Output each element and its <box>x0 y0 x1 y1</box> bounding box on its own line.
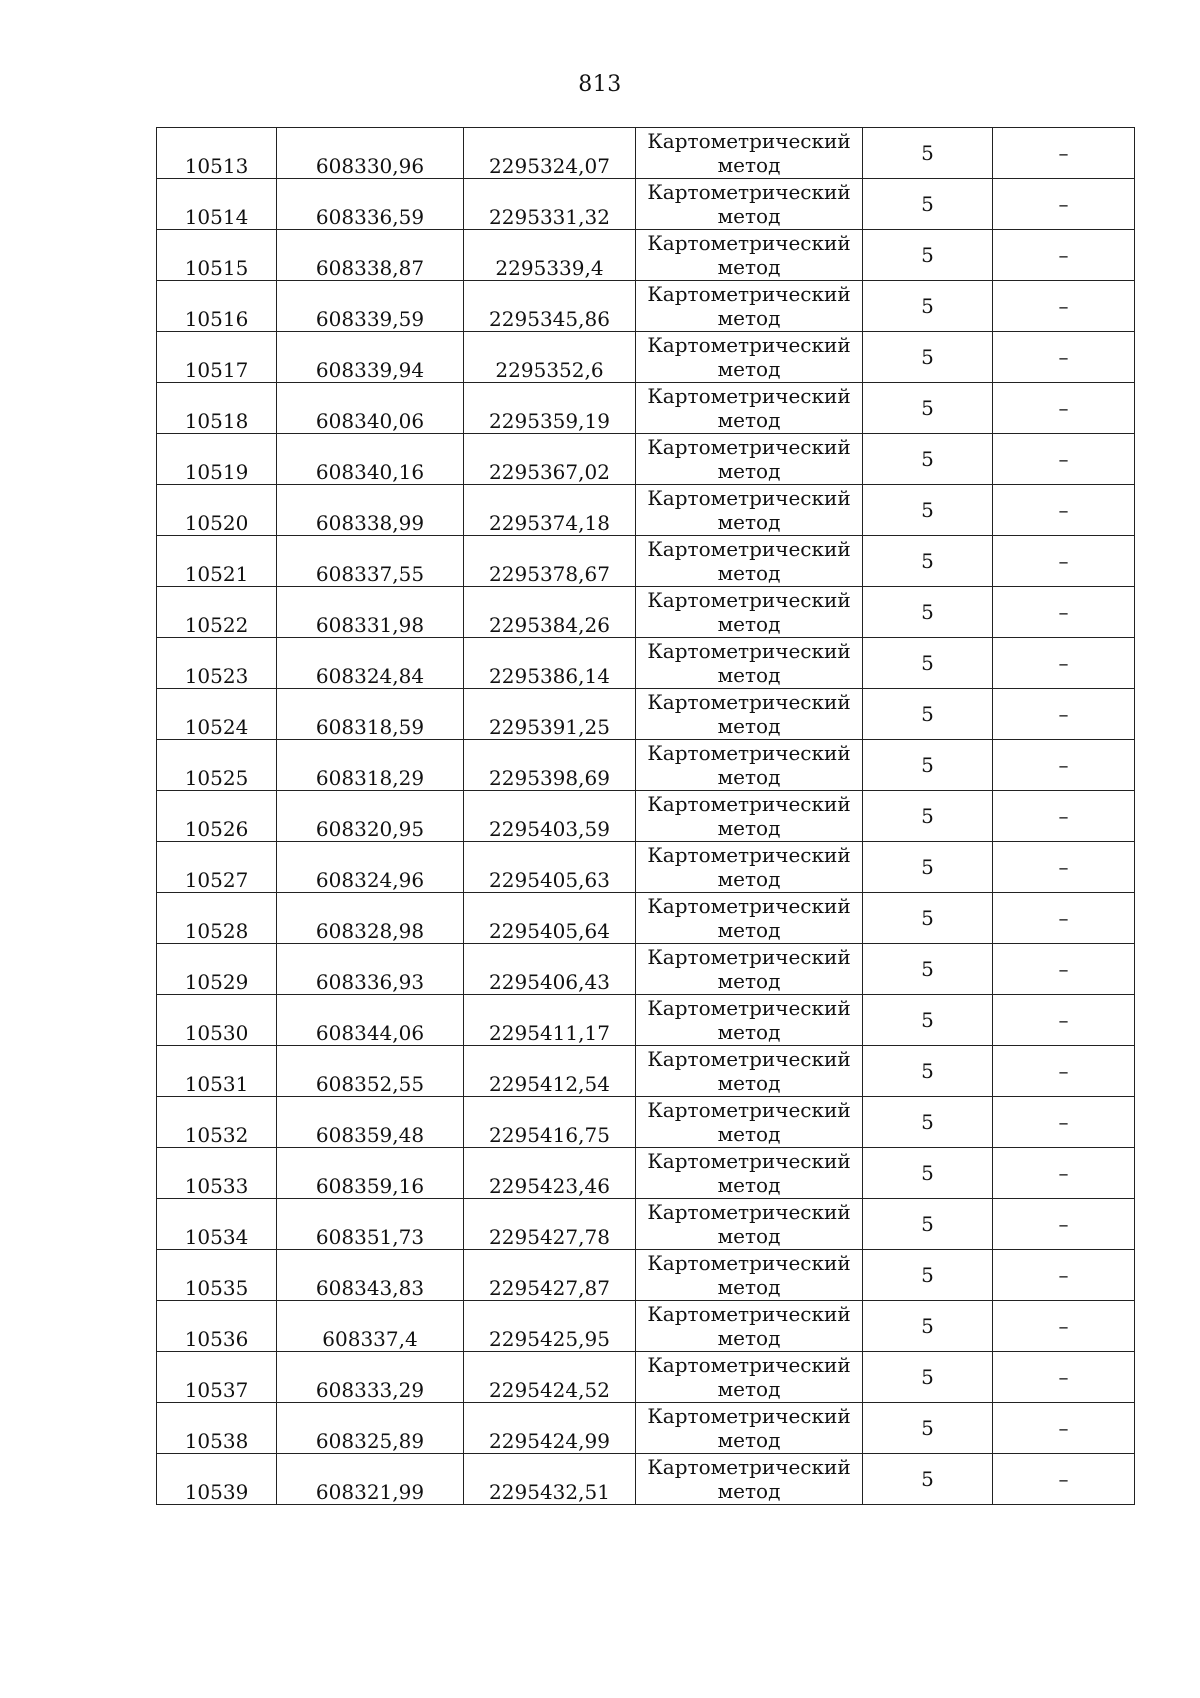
note-cell: – <box>993 434 1135 485</box>
method-line1: Картометрический <box>647 231 851 255</box>
method-line2: метод <box>717 714 781 738</box>
table-row <box>157 638 1135 689</box>
y-coordinate-cell: 2295423,46 <box>464 1148 636 1199</box>
x-coordinate-cell: 608336,59 <box>277 179 464 230</box>
note-cell: – <box>993 587 1135 638</box>
method-cell <box>636 383 863 434</box>
method-line1: Картометрический <box>647 384 851 408</box>
precision-cell: 5 <box>863 1403 993 1454</box>
table-row <box>157 1250 1135 1301</box>
x-coordinate-cell: 608359,48 <box>277 1097 464 1148</box>
method-line2: метод <box>717 1020 781 1044</box>
method-cell <box>636 791 863 842</box>
point-id-cell: 10523 <box>157 638 277 689</box>
precision-cell: 5 <box>863 791 993 842</box>
point-id-cell: 10524 <box>157 689 277 740</box>
method-cell <box>636 485 863 536</box>
x-coordinate-cell: 608338,99 <box>277 485 464 536</box>
method-cell <box>636 587 863 638</box>
point-id-cell: 10520 <box>157 485 277 536</box>
method-line1: Картометрический <box>647 486 851 510</box>
method-line2: метод <box>717 1122 781 1146</box>
y-coordinate-cell: 2295386,14 <box>464 638 636 689</box>
table-row <box>157 944 1135 995</box>
point-id-cell: 10537 <box>157 1352 277 1403</box>
method-line2: метод <box>717 663 781 687</box>
method-line1: Картометрический <box>647 129 851 153</box>
point-id-cell: 10518 <box>157 383 277 434</box>
x-coordinate-cell: 608351,73 <box>277 1199 464 1250</box>
table-row <box>157 587 1135 638</box>
method-cell <box>636 893 863 944</box>
y-coordinate-cell: 2295425,95 <box>464 1301 636 1352</box>
table-row <box>157 1403 1135 1454</box>
x-coordinate-cell: 608339,59 <box>277 281 464 332</box>
method-line1: Картометрический <box>647 741 851 765</box>
note-cell: – <box>993 332 1135 383</box>
method-line2: метод <box>717 1326 781 1350</box>
method-line2: метод <box>717 1479 781 1503</box>
y-coordinate-cell: 2295345,86 <box>464 281 636 332</box>
x-coordinate-cell: 608359,16 <box>277 1148 464 1199</box>
note-cell: – <box>993 179 1135 230</box>
y-coordinate-cell: 2295331,32 <box>464 179 636 230</box>
method-line1: Картометрический <box>647 690 851 714</box>
table-row <box>157 689 1135 740</box>
method-line1: Картометрический <box>647 1200 851 1224</box>
x-coordinate-cell: 608338,87 <box>277 230 464 281</box>
precision-cell: 5 <box>863 995 993 1046</box>
precision-cell: 5 <box>863 485 993 536</box>
point-id-cell: 10531 <box>157 1046 277 1097</box>
point-id-cell: 10516 <box>157 281 277 332</box>
method-line2: метод <box>717 1173 781 1197</box>
method-line2: метод <box>717 1377 781 1401</box>
table-row <box>157 1301 1135 1352</box>
method-line1: Картометрический <box>647 1353 851 1377</box>
method-line1: Картометрический <box>647 1098 851 1122</box>
method-cell <box>636 1097 863 1148</box>
point-id-cell: 10532 <box>157 1097 277 1148</box>
table-row <box>157 791 1135 842</box>
precision-cell: 5 <box>863 128 993 179</box>
note-cell: – <box>993 1403 1135 1454</box>
note-cell: – <box>993 689 1135 740</box>
table-row <box>157 230 1135 281</box>
table-row <box>157 995 1135 1046</box>
coordinates-table-body <box>157 128 1135 1505</box>
note-cell: – <box>993 1352 1135 1403</box>
precision-cell: 5 <box>863 689 993 740</box>
precision-cell: 5 <box>863 944 993 995</box>
point-id-cell: 10522 <box>157 587 277 638</box>
precision-cell: 5 <box>863 1454 993 1505</box>
method-line1: Картометрический <box>647 435 851 459</box>
point-id-cell: 10517 <box>157 332 277 383</box>
method-line2: метод <box>717 204 781 228</box>
method-line1: Картометрический <box>647 1404 851 1428</box>
method-cell <box>636 179 863 230</box>
method-line1: Картометрический <box>647 792 851 816</box>
method-cell <box>636 944 863 995</box>
method-line2: метод <box>717 153 781 177</box>
y-coordinate-cell: 2295411,17 <box>464 995 636 1046</box>
point-id-cell: 10521 <box>157 536 277 587</box>
note-cell: – <box>993 383 1135 434</box>
method-cell <box>636 1301 863 1352</box>
y-coordinate-cell: 2295427,87 <box>464 1250 636 1301</box>
method-line1: Картометрический <box>647 1251 851 1275</box>
x-coordinate-cell: 608340,16 <box>277 434 464 485</box>
x-coordinate-cell: 608337,55 <box>277 536 464 587</box>
y-coordinate-cell: 2295359,19 <box>464 383 636 434</box>
precision-cell: 5 <box>863 281 993 332</box>
table-row <box>157 179 1135 230</box>
y-coordinate-cell: 2295412,54 <box>464 1046 636 1097</box>
x-coordinate-cell: 608337,4 <box>277 1301 464 1352</box>
x-coordinate-cell: 608318,59 <box>277 689 464 740</box>
method-cell <box>636 638 863 689</box>
method-cell <box>636 1454 863 1505</box>
y-coordinate-cell: 2295339,4 <box>464 230 636 281</box>
x-coordinate-cell: 608336,93 <box>277 944 464 995</box>
note-cell: – <box>993 1301 1135 1352</box>
x-coordinate-cell: 608320,95 <box>277 791 464 842</box>
x-coordinate-cell: 608324,96 <box>277 842 464 893</box>
method-line2: метод <box>717 1428 781 1452</box>
x-coordinate-cell: 608339,94 <box>277 332 464 383</box>
note-cell: – <box>993 842 1135 893</box>
method-line2: метод <box>717 867 781 891</box>
method-cell <box>636 434 863 485</box>
table-row <box>157 536 1135 587</box>
x-coordinate-cell: 608340,06 <box>277 383 464 434</box>
precision-cell: 5 <box>863 179 993 230</box>
method-line1: Картометрический <box>647 945 851 969</box>
x-coordinate-cell: 608343,83 <box>277 1250 464 1301</box>
method-line2: метод <box>717 765 781 789</box>
precision-cell: 5 <box>863 1301 993 1352</box>
table-row <box>157 332 1135 383</box>
x-coordinate-cell: 608344,06 <box>277 995 464 1046</box>
method-line2: метод <box>717 408 781 432</box>
table-row <box>157 740 1135 791</box>
precision-cell: 5 <box>863 434 993 485</box>
page-number: 813 <box>578 72 622 97</box>
precision-cell: 5 <box>863 587 993 638</box>
precision-cell: 5 <box>863 740 993 791</box>
table-row <box>157 281 1135 332</box>
method-line1: Картометрический <box>647 1302 851 1326</box>
precision-cell: 5 <box>863 893 993 944</box>
coordinates-table <box>156 127 1135 1505</box>
method-line2: метод <box>717 816 781 840</box>
x-coordinate-cell: 608352,55 <box>277 1046 464 1097</box>
point-id-cell: 10513 <box>157 128 277 179</box>
y-coordinate-cell: 2295405,63 <box>464 842 636 893</box>
note-cell: – <box>993 281 1135 332</box>
x-coordinate-cell: 608331,98 <box>277 587 464 638</box>
precision-cell: 5 <box>863 1199 993 1250</box>
point-id-cell: 10539 <box>157 1454 277 1505</box>
precision-cell: 5 <box>863 1250 993 1301</box>
x-coordinate-cell: 608321,99 <box>277 1454 464 1505</box>
method-line2: метод <box>717 510 781 534</box>
table-row <box>157 485 1135 536</box>
precision-cell: 5 <box>863 536 993 587</box>
y-coordinate-cell: 2295391,25 <box>464 689 636 740</box>
note-cell: – <box>993 1046 1135 1097</box>
x-coordinate-cell: 608330,96 <box>277 128 464 179</box>
table-row <box>157 1454 1135 1505</box>
precision-cell: 5 <box>863 1352 993 1403</box>
point-id-cell: 10526 <box>157 791 277 842</box>
method-cell <box>636 230 863 281</box>
y-coordinate-cell: 2295432,51 <box>464 1454 636 1505</box>
method-line1: Картометрический <box>647 1047 851 1071</box>
method-line1: Картометрический <box>647 588 851 612</box>
method-cell <box>636 740 863 791</box>
table-row <box>157 1199 1135 1250</box>
method-cell <box>636 536 863 587</box>
point-id-cell: 10535 <box>157 1250 277 1301</box>
x-coordinate-cell: 608325,89 <box>277 1403 464 1454</box>
y-coordinate-cell: 2295367,02 <box>464 434 636 485</box>
method-line2: метод <box>717 918 781 942</box>
method-line1: Картометрический <box>647 537 851 561</box>
method-line2: метод <box>717 1071 781 1095</box>
method-line2: метод <box>717 255 781 279</box>
method-cell <box>636 1046 863 1097</box>
note-cell: – <box>993 1199 1135 1250</box>
method-cell <box>636 1403 863 1454</box>
y-coordinate-cell: 2295374,18 <box>464 485 636 536</box>
note-cell: – <box>993 995 1135 1046</box>
method-line1: Картометрический <box>647 333 851 357</box>
note-cell: – <box>993 944 1135 995</box>
note-cell: – <box>993 536 1135 587</box>
method-line2: метод <box>717 1275 781 1299</box>
note-cell: – <box>993 485 1135 536</box>
precision-cell: 5 <box>863 332 993 383</box>
method-line1: Картометрический <box>647 894 851 918</box>
point-id-cell: 10533 <box>157 1148 277 1199</box>
precision-cell: 5 <box>863 1046 993 1097</box>
method-line1: Картометрический <box>647 843 851 867</box>
point-id-cell: 10529 <box>157 944 277 995</box>
method-line1: Картометрический <box>647 996 851 1020</box>
note-cell: – <box>993 740 1135 791</box>
table-row <box>157 434 1135 485</box>
y-coordinate-cell: 2295398,69 <box>464 740 636 791</box>
y-coordinate-cell: 2295406,43 <box>464 944 636 995</box>
method-line2: метод <box>717 612 781 636</box>
table-row <box>157 842 1135 893</box>
note-cell: – <box>993 230 1135 281</box>
method-line2: метод <box>717 969 781 993</box>
method-cell <box>636 1352 863 1403</box>
y-coordinate-cell: 2295384,26 <box>464 587 636 638</box>
table-row <box>157 1097 1135 1148</box>
table-row <box>157 128 1135 179</box>
point-id-cell: 10528 <box>157 893 277 944</box>
method-cell <box>636 1148 863 1199</box>
note-cell: – <box>993 1250 1135 1301</box>
note-cell: – <box>993 791 1135 842</box>
method-line1: Картометрический <box>647 180 851 204</box>
precision-cell: 5 <box>863 1148 993 1199</box>
method-cell <box>636 995 863 1046</box>
point-id-cell: 10525 <box>157 740 277 791</box>
y-coordinate-cell: 2295403,59 <box>464 791 636 842</box>
table-row <box>157 1352 1135 1403</box>
note-cell: – <box>993 1148 1135 1199</box>
note-cell: – <box>993 128 1135 179</box>
method-cell <box>636 1250 863 1301</box>
y-coordinate-cell: 2295416,75 <box>464 1097 636 1148</box>
method-cell <box>636 332 863 383</box>
method-cell <box>636 1199 863 1250</box>
method-line2: метод <box>717 561 781 585</box>
table-row <box>157 383 1135 434</box>
x-coordinate-cell: 608328,98 <box>277 893 464 944</box>
y-coordinate-cell: 2295352,6 <box>464 332 636 383</box>
method-line2: метод <box>717 1224 781 1248</box>
method-cell <box>636 128 863 179</box>
table-row <box>157 1046 1135 1097</box>
method-line1: Картометрический <box>647 282 851 306</box>
method-line1: Картометрический <box>647 639 851 663</box>
point-id-cell: 10536 <box>157 1301 277 1352</box>
point-id-cell: 10538 <box>157 1403 277 1454</box>
y-coordinate-cell: 2295424,99 <box>464 1403 636 1454</box>
x-coordinate-cell: 608324,84 <box>277 638 464 689</box>
x-coordinate-cell: 608318,29 <box>277 740 464 791</box>
method-line2: метод <box>717 357 781 381</box>
point-id-cell: 10534 <box>157 1199 277 1250</box>
table-row <box>157 893 1135 944</box>
point-id-cell: 10530 <box>157 995 277 1046</box>
note-cell: – <box>993 1097 1135 1148</box>
point-id-cell: 10515 <box>157 230 277 281</box>
note-cell: – <box>993 1454 1135 1505</box>
method-cell <box>636 281 863 332</box>
precision-cell: 5 <box>863 1097 993 1148</box>
method-line1: Картометрический <box>647 1149 851 1173</box>
point-id-cell: 10514 <box>157 179 277 230</box>
precision-cell: 5 <box>863 230 993 281</box>
method-line1: Картометрический <box>647 1455 851 1479</box>
x-coordinate-cell: 608333,29 <box>277 1352 464 1403</box>
method-cell <box>636 842 863 893</box>
point-id-cell: 10519 <box>157 434 277 485</box>
note-cell: – <box>993 893 1135 944</box>
precision-cell: 5 <box>863 842 993 893</box>
y-coordinate-cell: 2295378,67 <box>464 536 636 587</box>
precision-cell: 5 <box>863 638 993 689</box>
method-line2: метод <box>717 459 781 483</box>
method-cell <box>636 689 863 740</box>
y-coordinate-cell: 2295324,07 <box>464 128 636 179</box>
y-coordinate-cell: 2295424,52 <box>464 1352 636 1403</box>
y-coordinate-cell: 2295405,64 <box>464 893 636 944</box>
point-id-cell: 10527 <box>157 842 277 893</box>
method-line2: метод <box>717 306 781 330</box>
y-coordinate-cell: 2295427,78 <box>464 1199 636 1250</box>
precision-cell: 5 <box>863 383 993 434</box>
note-cell: – <box>993 638 1135 689</box>
table-row <box>157 1148 1135 1199</box>
